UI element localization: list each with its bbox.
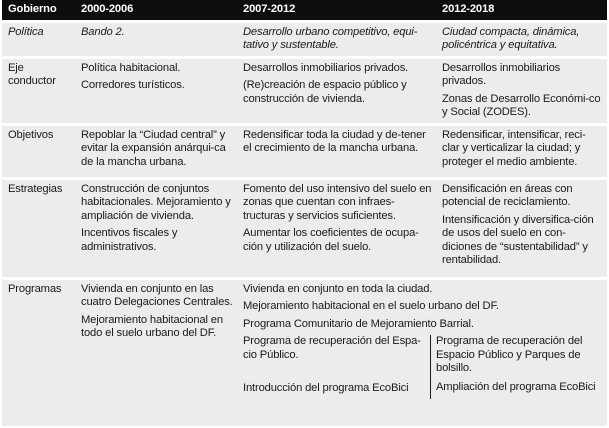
table-row-eje-conductor [2,59,607,126]
cell-text: (Re)creación de espacio público y construcción de vivienda. [243,79,407,105]
policy-comparison-table [2,0,607,428]
row-label-estrategias: Estrategias [8,183,63,195]
cell-text: Ciudad compacta, dinámica, policéntrica y equitativa. [442,26,580,52]
cell-estrategias-2012 [436,180,607,277]
cell-politica-2000 [75,23,237,56]
cell-text: Desarrollos inmobiliarios privados. [243,62,409,74]
table-row-objetivos [2,126,607,180]
cell-text: Incentivos fiscales y administrativos. [81,227,178,253]
cell-text: Introducción del programa EcoBici [243,382,409,395]
row-label-politica: Política [8,26,44,38]
cell-text: Redensificar toda la ciudad y de-tener el crecimiento de la mancha urbana. [243,129,426,155]
cell-text: Mejoramiento habitacional en todo el suelo urbano del DF. [81,313,223,340]
row-label-objetivos: Objetivos [8,129,54,141]
cell-politica-2012 [436,23,607,56]
table-row-politica [2,23,607,59]
cell-text: Bando 2. [81,26,125,38]
cell-text: Redensificar, intensificar, reci-clar y verticalizar la ciudad; y proteger el medio ambiente. [442,129,586,168]
row-label-eje-conductor: Eje conductor [8,62,56,88]
cell-text: Zonas de Desarrollo Económi-co y Social (ZODES). [442,92,601,119]
cell-text: Programa de recuperación del Espacio Público y Parques de bolsillo. [436,335,583,375]
cell-text: Desarrollo urbano competitivo, equi-tativo y sustentable. [243,26,418,52]
cell-text: Construcción de conjuntos habitacionales. Mejoramiento y ampliación de vivienda. [81,183,231,222]
shared-program: Vivienda en conjunto en toda la ciudad. [243,283,433,295]
cell-objetivos-2000 [75,126,237,177]
cell-text: Aumentar los coeficientes de ocupa-ción y utilización del suelo. [243,227,419,253]
cell-text: Corredores turísticos. [81,79,185,92]
cell-eje-2000 [75,59,237,123]
table-row-programas [2,280,607,428]
row-label-programas: Programas [8,283,62,295]
cell-text: Intensificación y diversifica-ción de usos del suelo en con-diciones de “sustentabilidad” y rentabilidad. [442,213,594,267]
header-2000-2006: 2000-2006 [81,3,134,15]
cell-politica-2007 [237,23,436,56]
table-row-estrategias [2,180,607,280]
cell-objetivos-2012 [436,126,607,177]
table-header-row [2,0,607,23]
shared-program: Programa Comunitario de Mejoramiento Barrial. [243,317,474,330]
cell-estrategias-2007 [237,180,436,277]
programas-split [237,335,603,399]
cell-text: Programa de recuperación del Espa-cio Público. [243,335,421,361]
cell-estrategias-2000 [75,180,237,277]
cell-programas-2000 [75,280,237,426]
cell-programas-2007-2018 [237,280,607,426]
cell-text: Vivienda en conjunto en las cuatro Delegaciones Centrales. [81,283,233,309]
cell-programas-2012 [430,335,603,399]
cell-programas-2007 [237,335,430,399]
cell-text: Desarrollos inmobiliarios privados. [442,62,561,88]
cell-eje-2012 [436,59,607,123]
cell-text: Política habitacional. [81,62,181,74]
cell-objetivos-2007 [237,126,436,177]
shared-program: Mejoramiento habitacional en el suelo urbano del DF. [243,300,499,313]
header-2007-2012: 2007-2012 [243,3,296,15]
cell-text: Densificación en áreas con potencial de reciclamiento. [442,183,573,209]
cell-text: Ampliación del programa EcoBici [436,381,596,394]
header-2012-2018: 2012-2018 [442,3,495,15]
cell-text: Repoblar la “Ciudad central” y evitar la expansión anárqui-ca de la mancha urbana. [81,129,226,168]
header-gobierno: Gobierno [8,3,57,15]
cell-eje-2007 [237,59,436,123]
cell-text: Fomento del uso intensivo del suelo en zonas que cuentan con infraes-tructuras y servicios suficientes. [243,183,432,222]
